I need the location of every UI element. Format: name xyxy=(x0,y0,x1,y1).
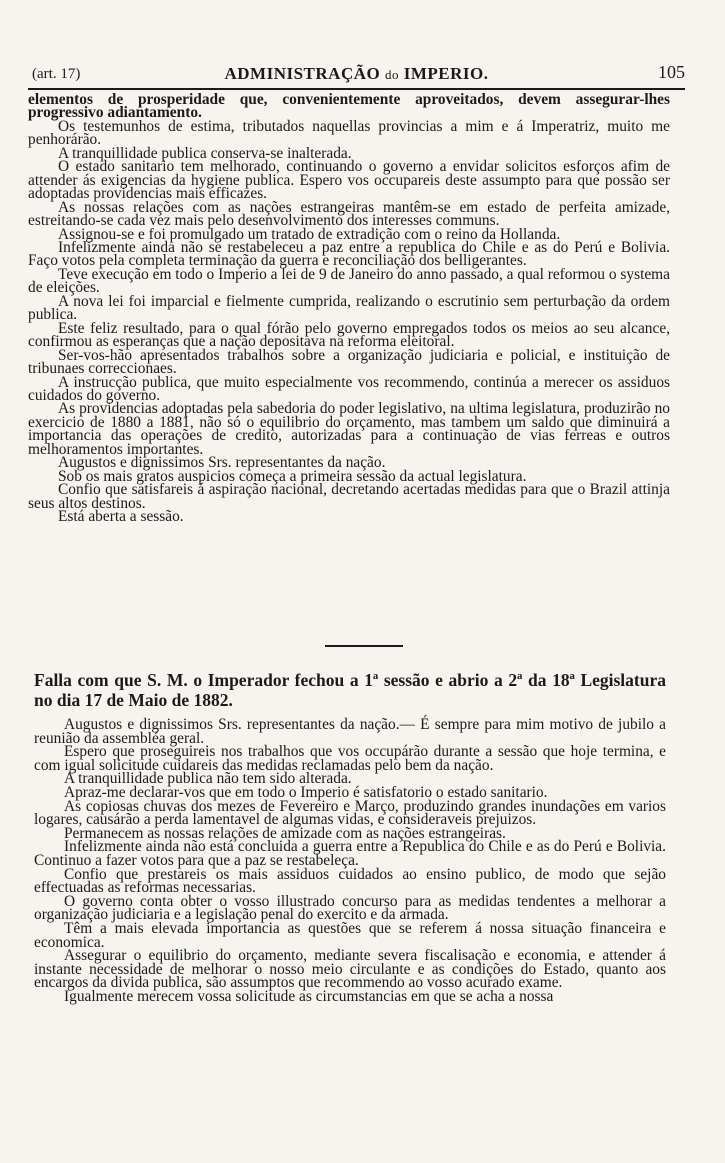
running-header xyxy=(28,62,685,86)
paragraph: A tranquillidade publica não tem sido alterada. xyxy=(64,770,352,788)
paragraph: Assignou-se e foi promulgado um tratado de extradição com o reino da Hollanda. xyxy=(58,225,561,243)
running-title-part3: IMPERIO. xyxy=(403,64,489,83)
page-number: 105 xyxy=(658,62,685,82)
running-title-part1: ADMINISTRAÇÃO xyxy=(224,64,381,83)
paragraph: Têm a mais elevada importancia as questões que se referem á nossa situação financeira e economica. xyxy=(34,919,666,951)
paragraph: Infelizmente ainda não está concluida a guerra entre a Republica do Chile e as do Perú e Bolivia. Continuo a fazer votos para que a paz se restabeleça. xyxy=(34,838,666,869)
header-rule xyxy=(28,88,685,90)
paragraph: Apraz-me declarar-vos que em todo o Imperio é satisfatorio o estado sanitario. xyxy=(64,783,548,801)
speech-heading: Falla com que S. M. o Imperador fechou a 1ª sessão e abrio a 2ª da 18ª Legislatura no dia 17 de Maio de 1882. xyxy=(34,670,666,710)
paragraph: Teve execução em todo o Imperio a lei de 9 de Janeiro do anno passado, a qual reformou o systema de eleições. xyxy=(28,265,670,297)
running-title xyxy=(28,64,685,84)
paragraph: Está aberta a sessão. xyxy=(58,508,184,526)
paragraph: Igualmente merecem vossa solicitude as circumstancias em que se acha a nossa xyxy=(64,987,554,1005)
paragraph: Espero que proseguireis nos trabalhos que vos occupárão durante a sessão que hoje termina, e com igual solicitude cuidareis das medidas reclamadas pelo bem da nação. xyxy=(34,743,666,774)
paragraph: Este feliz resultado, para o qual fórão pelo governo empregados todos os meios ao seu alcance, confirmou as esperanças que a nação depositava na reforma eleitoral. xyxy=(28,319,670,351)
paragraph: Infelizmente ainda não se restabeleceu a paz entre a republica do Chile e as do Perú e Bolivia. Faço votos pela completa terminação da guerra e reconciliação dos belligerantes. xyxy=(28,238,670,270)
paragraph: O governo conta obter o vosso illustrado concurso para as medidas tendentes a melhorar a organização judiciaria e a legislação penal do exercito e da armada. xyxy=(34,892,666,924)
paragraph: Assegurar o equilibrio do orçamento, mediante severa fiscalisação e economia, e attender á instante necessidade de melhorar o nosso meio circulante e as condições do Estado, quanto aos encargos da divida publica, são assumptos que recommendo ao vosso acurado exame. xyxy=(34,947,666,992)
paragraph: A tranquillidade publica conserva-se inalterada. xyxy=(58,144,352,162)
paragraph: Augustos e dignissimos Srs. representantes da nação.— É sempre para mim motivo de jubilo a reunião da assembléa geral. xyxy=(34,716,666,747)
paragraph: Ser-vos-hão apresentados trabalhos sobre a organização judiciaria e policial, e instituição de tribunaes correccionaes. xyxy=(28,346,670,378)
speech-body xyxy=(34,718,666,1003)
section-divider xyxy=(325,645,403,647)
paragraph: Permanecem as nossas relações de amizade com as nações estrangeiras. xyxy=(64,824,506,842)
paragraph: Os testemunhos de estima, tributados naquellas provincias a mim e á Imperatriz, muito me penhorárão. xyxy=(28,117,670,149)
paragraph: Augustos e dignissimos Srs. representantes da nação. xyxy=(58,454,386,472)
paragraph: Confio que prestareis os mais assiduos cuidados ao ensino publico, de modo que sejão effectuadas as reformas necessarias. xyxy=(34,865,666,897)
paragraph: Confio que satisfareis á aspiração nacional, decretando acertadas medidas para que o Brazil attinja seus altos destinos. xyxy=(28,481,670,512)
paragraph: A nova lei foi imparcial e fielmente cumprida, realizando o escrutinio sem perturbação da ordem publica. xyxy=(28,292,670,324)
running-title-part2: do xyxy=(384,67,399,82)
paragraph: A instrucção publica, que muito especialmente vos recommendo, continúa a merecer os assiduos cuidados do governo. xyxy=(28,373,670,404)
paragraph: As nossas relações com as nações estrangeiras mantêm-se em estado de perfeita amizade, estreitando-se cada vez mais pelo desenvolvimento dos interesses communs. xyxy=(28,198,670,230)
paragraph: As providencias adoptadas pela sabedoria do poder legislativo, na ultima legislatura, produzirão no exercicio de 1880 a 1881, não só o equilibrio do orçamento, mas tambem um saldo que diminuirá a importancia das operações de credito, autorizadas para a continuação de vias ferreas e outros melhoramentos importantes. xyxy=(28,400,670,458)
speech-continuation xyxy=(28,93,670,524)
paragraph: Sob os mais gratos auspicios começa a primeira sessão da actual legislatura. xyxy=(58,467,527,485)
paragraph: elementos de prosperidade que, convenientemente aproveitados, devem assegurar-lhes progressivo adiantamento. xyxy=(28,91,670,122)
article-reference: (art. 17) xyxy=(32,66,81,82)
paragraph: As copiosas chuvas dos mezes de Fevereiro e Março, produzindo grandes inundações em varios logares, causárão a perda lamentavel de algumas vidas, e consideraveis prejuizos. xyxy=(34,797,666,829)
paragraph: O estado sanitario tem melhorado, continuando o governo a envidar solicitos esforços afim de attender ás exigencias da hygiene publica. Espero vos occupareis deste assumpto para que possão ser adoptadas providencias mais efficazes. xyxy=(28,158,670,203)
